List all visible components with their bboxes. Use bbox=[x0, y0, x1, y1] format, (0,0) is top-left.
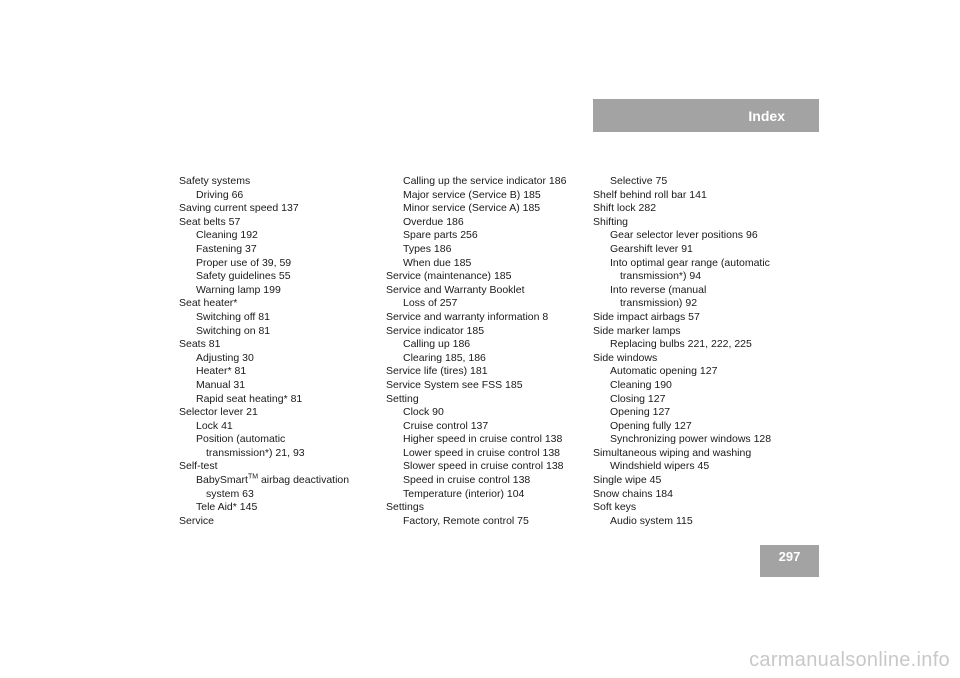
index-entry: Settings bbox=[386, 501, 424, 514]
index-entry: Switching on 81 bbox=[196, 324, 271, 337]
index-entry: Self-test bbox=[179, 460, 218, 473]
index-entry: Adjusting 30 bbox=[196, 351, 254, 364]
index-entry: Manual 31 bbox=[196, 378, 246, 391]
index-entry: Synchronizing power windows 128 bbox=[610, 433, 772, 446]
index-entry: Lower speed in cruise control 138 bbox=[403, 446, 561, 459]
index-entry: Rapid seat heating* 81 bbox=[196, 392, 303, 405]
index-entry: When due 185 bbox=[403, 256, 472, 269]
page-number-tab bbox=[760, 545, 819, 577]
index-column-3 bbox=[593, 175, 803, 528]
index-entry: Calling up 186 bbox=[403, 338, 471, 351]
index-entry: transmission*) 21, 93 bbox=[206, 446, 305, 459]
watermark: carmanualsonline.info bbox=[749, 649, 950, 671]
index-entry: Switching off 81 bbox=[196, 310, 270, 323]
index-entry: Spare parts 256 bbox=[403, 229, 478, 242]
index-entry: Cleaning 190 bbox=[610, 378, 672, 391]
index-entry: Seats 81 bbox=[179, 338, 221, 351]
index-entry: transmission) 92 bbox=[620, 297, 698, 310]
index-entry: BabySmart™ airbag deactivation bbox=[196, 473, 350, 487]
index-entry: Service System see FSS 185 bbox=[386, 378, 523, 391]
index-entry: Types 186 bbox=[403, 242, 452, 255]
index-entry: Clock 90 bbox=[403, 406, 444, 419]
index-entry: transmission*) 94 bbox=[620, 270, 702, 283]
index-entry: Seat heater* bbox=[179, 297, 238, 310]
index-header-tab bbox=[593, 99, 819, 132]
index-entry: Overdue 186 bbox=[403, 215, 464, 228]
index-entry: Closing 127 bbox=[610, 392, 666, 405]
index-entry: Into optimal gear range (automatic bbox=[610, 256, 770, 269]
index-entry: Speed in cruise control 138 bbox=[403, 474, 531, 487]
index-entry: Into reverse (manual bbox=[610, 283, 707, 296]
index-entry: Windshield wipers 45 bbox=[610, 460, 710, 473]
index-entry: Minor service (Service A) 185 bbox=[403, 202, 541, 215]
index-entry: Lock 41 bbox=[196, 419, 233, 432]
index-entry: Clearing 185, 186 bbox=[403, 351, 486, 364]
index-entry: Driving 66 bbox=[196, 188, 244, 201]
index-entry: Service life (tires) 181 bbox=[386, 365, 488, 378]
index-entry: Heater* 81 bbox=[196, 365, 247, 378]
index-entry: Seat belts 57 bbox=[179, 215, 241, 228]
index-entry: Shelf behind roll bar 141 bbox=[593, 188, 707, 201]
index-entry: Service (maintenance) 185 bbox=[386, 270, 512, 283]
index-entry: Service and Warranty Booklet bbox=[386, 283, 525, 296]
index-entry: Simultaneous wiping and washing bbox=[593, 446, 752, 459]
index-entry: Cleaning 192 bbox=[196, 229, 258, 242]
index-entry: Shifting bbox=[593, 215, 629, 228]
index-entry: Single wipe 45 bbox=[593, 474, 662, 487]
index-entry: Replacing bulbs 221, 222, 225 bbox=[610, 338, 752, 351]
index-entry: Automatic opening 127 bbox=[610, 365, 718, 378]
index-entry: Selective 75 bbox=[610, 175, 668, 187]
index-entry: Tele Aid* 145 bbox=[196, 501, 258, 514]
index-entry: Service bbox=[179, 514, 215, 527]
index-entry: Warning lamp 199 bbox=[196, 283, 281, 296]
index-entry: Side windows bbox=[593, 351, 658, 364]
index-entry: Slower speed in cruise control 138 bbox=[403, 460, 564, 473]
index-entry: Factory, Remote control 75 bbox=[403, 514, 529, 527]
index-entry: Loss of 257 bbox=[403, 297, 458, 310]
index-entry: Side impact airbags 57 bbox=[593, 310, 700, 323]
index-entry: Opening fully 127 bbox=[610, 419, 692, 432]
index-entry: Gear selector lever positions 96 bbox=[610, 229, 758, 242]
index-entry: Temperature (interior) 104 bbox=[403, 487, 525, 500]
index-entry: Safety guidelines 55 bbox=[196, 270, 291, 283]
index-entry: Service indicator 185 bbox=[386, 324, 485, 337]
index-entry: Service and warranty information 8 bbox=[386, 310, 549, 323]
index-entry: system 63 bbox=[206, 487, 254, 500]
index-column-1 bbox=[179, 175, 389, 528]
index-entry: Saving current speed 137 bbox=[179, 202, 299, 215]
index-entry: Cruise control 137 bbox=[403, 419, 489, 432]
index-entry: Soft keys bbox=[593, 501, 637, 514]
index-entry: Major service (Service B) 185 bbox=[403, 188, 541, 201]
index-entry: Selector lever 21 bbox=[179, 406, 258, 419]
index-entry: Proper use of 39, 59 bbox=[196, 256, 292, 269]
index-entry: Safety systems bbox=[179, 175, 251, 187]
index-entry: Calling up the service indicator 186 bbox=[403, 175, 567, 187]
index-column-2 bbox=[386, 175, 596, 528]
index-entry: Shift lock 282 bbox=[593, 202, 657, 215]
index-entry: Opening 127 bbox=[610, 406, 671, 419]
index-entry: Fastening 37 bbox=[196, 242, 257, 255]
index-entry: Side marker lamps bbox=[593, 324, 681, 337]
index-entry: Audio system 115 bbox=[610, 514, 693, 527]
page-number: 297 bbox=[778, 549, 801, 564]
index-entry: Snow chains 184 bbox=[593, 487, 673, 500]
index-entry: Setting bbox=[386, 392, 419, 405]
index-entry: Gearshift lever 91 bbox=[610, 242, 693, 255]
index-entry: Higher speed in cruise control 138 bbox=[403, 433, 563, 446]
page-title: Index bbox=[748, 107, 785, 124]
index-entry: Position (automatic bbox=[196, 433, 286, 446]
